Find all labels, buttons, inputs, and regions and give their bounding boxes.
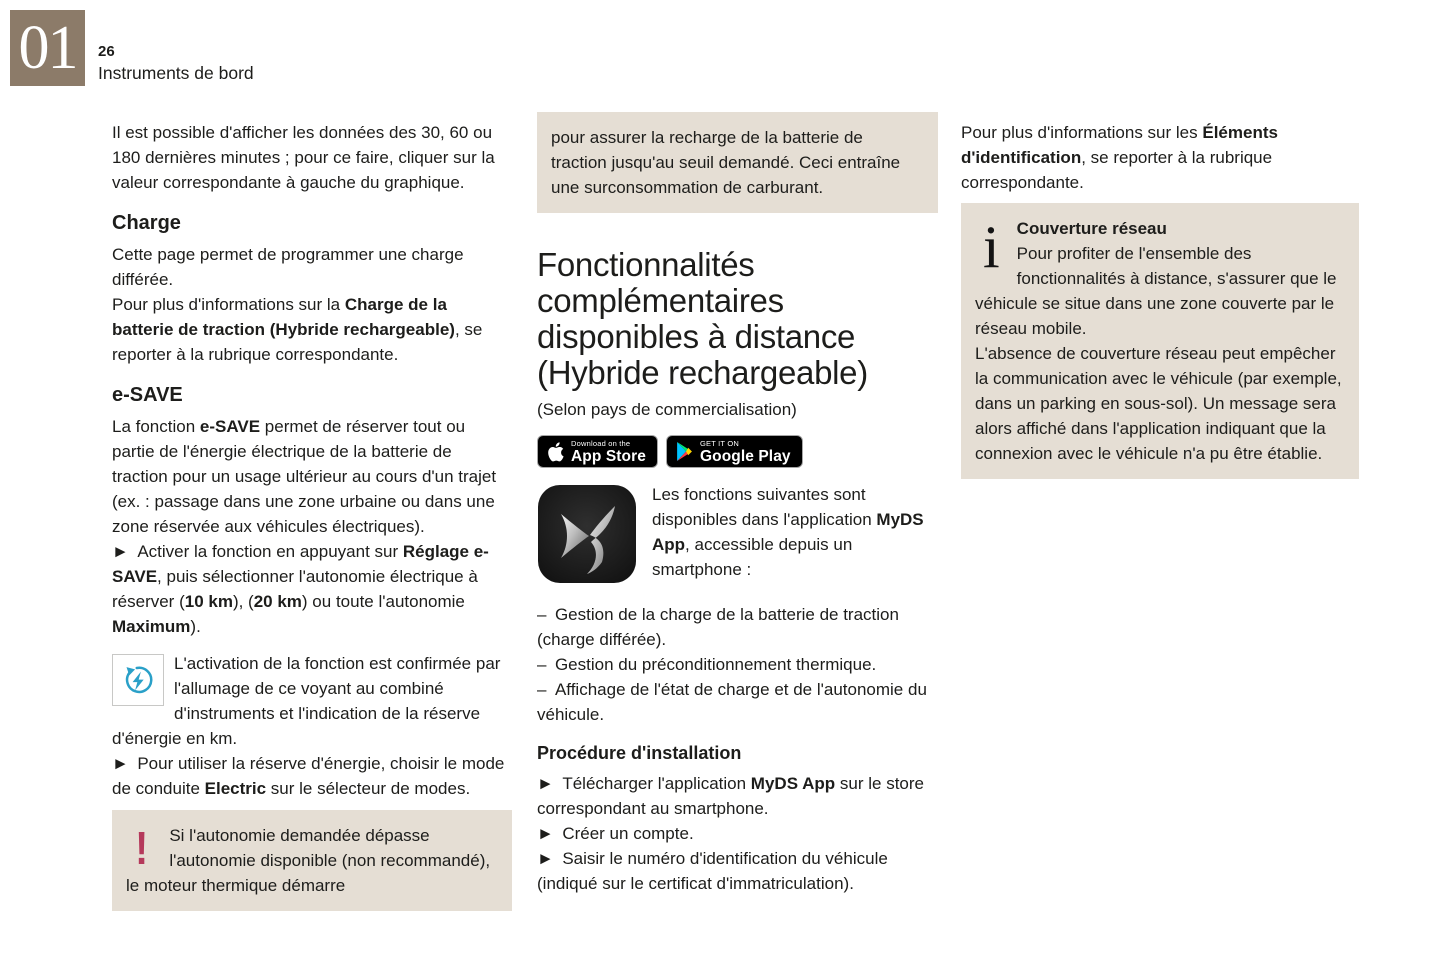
warning-text: Si l'autonomie demandée dépasse l'autonomie disponible (non recommandé), le moteur thermique démarre: [126, 826, 491, 895]
app-store-badge-bottom-text: App Store: [571, 447, 646, 465]
functions-list: [537, 602, 938, 727]
install-step: ► Créer un compte.: [537, 824, 694, 843]
page-number: 26: [98, 43, 115, 60]
page-header: [98, 42, 254, 84]
store-badges: [537, 435, 938, 468]
esave-step-2: ► Pour utiliser la réserve d'énergie, choisir le mode de conduite Electric sur le sélecteur de modes.: [112, 754, 505, 798]
google-play-badge: [666, 435, 803, 468]
exclamation-icon: !: [135, 822, 149, 874]
function-item: – Gestion du préconditionnement thermique.: [537, 655, 877, 674]
section-title: Fonctionnalités complémentaires disponibles à distance (Hybride rechargeable): [537, 246, 868, 391]
network-info-box: [961, 203, 1359, 479]
identification-paragraph: Pour plus d'informations sur les Éléments d'identification, se reporter à la rubrique correspondante.: [961, 123, 1278, 192]
google-play-badge-bottom-text: Google Play: [699, 447, 791, 465]
info-box-paragraph-1: Pour profiter de l'ensemble des fonctionnalités à distance, s'assurer que le véhicule se situe dans une zone couverte par le réseau mobile.: [975, 244, 1337, 338]
warning-box: [112, 810, 512, 911]
charge-paragraph-2: Pour plus d'informations sur la Charge de la batterie de traction (Hybride rechargeable), se reporter à la rubrique correspondante.: [112, 295, 483, 364]
warning-continuation-text: pour assurer la recharge de la batterie de traction jusqu'au seuil demandé. Ceci entraîne une surconsommation de carburant.: [551, 128, 901, 197]
esave-paragraph: La fonction e-SAVE permet de réserver tout ou partie de l'énergie électrique de la batterie de traction pour un usage ultérieur au cours d'un trajet (ex. : passage dans une zone urbaine ou dans une zone réservée aux véhicules électriques).: [112, 417, 497, 536]
install-heading: Procédure d'installation: [537, 743, 742, 763]
esave-step-1: ► Activer la fonction en appuyant sur Réglage e-SAVE, puis sélectionner l'autonomie électrique à réserver (10 km), (20 km) ou toute l'autonomie Maximum).: [112, 542, 489, 636]
play-triangle-icon: [676, 442, 693, 461]
install-step: ► Télécharger l'application MyDS App sur le store correspondant au smartphone.: [537, 774, 924, 818]
info-box-title: Couverture réseau: [1016, 219, 1167, 238]
app-store-badge-top-text: Download on the: [571, 438, 631, 448]
esave-heading: e-SAVE: [112, 384, 183, 406]
google-play-badge-top-text: GET IT ON: [699, 438, 739, 448]
section-subtitle: (Selon pays de commercialisation): [537, 400, 797, 419]
app-store-badge: [537, 435, 658, 468]
column-2: [537, 112, 938, 896]
chapter-number: 01: [18, 14, 77, 82]
myds-app-icon: [537, 484, 637, 584]
column-1: [112, 120, 512, 911]
information-icon: i: [983, 214, 1000, 280]
myds-app-row: [537, 482, 938, 590]
charge-heading: Charge: [112, 212, 181, 234]
indicator-text: L'activation de la fonction est confirmée par l'allumage de ce voyant au combiné d'instruments et l'indication de la réserve d'énergie en km.: [112, 654, 501, 748]
function-item: – Affichage de l'état de charge et de l'autonomie du véhicule.: [537, 680, 927, 724]
apple-logo-icon: [547, 442, 564, 462]
info-box-paragraph-2: L'absence de couverture réseau peut empêcher la communication avec le véhicule (par exemple, dans un parking en sous-sol). Un message sera alors affiché dans l'application indiquant que la connexion avec le véhicule n'a pu être établie.: [975, 344, 1342, 463]
warning-continuation-box: [537, 112, 938, 213]
indicator-row: [112, 651, 512, 751]
chapter-title: Instruments de bord: [98, 63, 254, 83]
charge-paragraph-1: Cette page permet de programmer une charge différée.: [112, 245, 464, 289]
install-step: ► Saisir le numéro d'identification du véhicule (indiqué sur le certificat d'immatriculation).: [537, 849, 888, 893]
column-3: [961, 120, 1359, 479]
esave-indicator-icon: [112, 654, 164, 706]
function-item: – Gestion de la charge de la batterie de traction (charge différée).: [537, 605, 899, 649]
intro-paragraph: Il est possible d'afficher les données des 30, 60 ou 180 dernières minutes ; pour ce faire, cliquer sur la valeur correspondante à gauche du graphique.: [112, 123, 495, 192]
myds-app-intro: Les fonctions suivantes sont disponibles dans l'application MyDS App, accessible depuis un smartphone :: [652, 485, 924, 579]
chapter-number-tab: [10, 10, 85, 86]
